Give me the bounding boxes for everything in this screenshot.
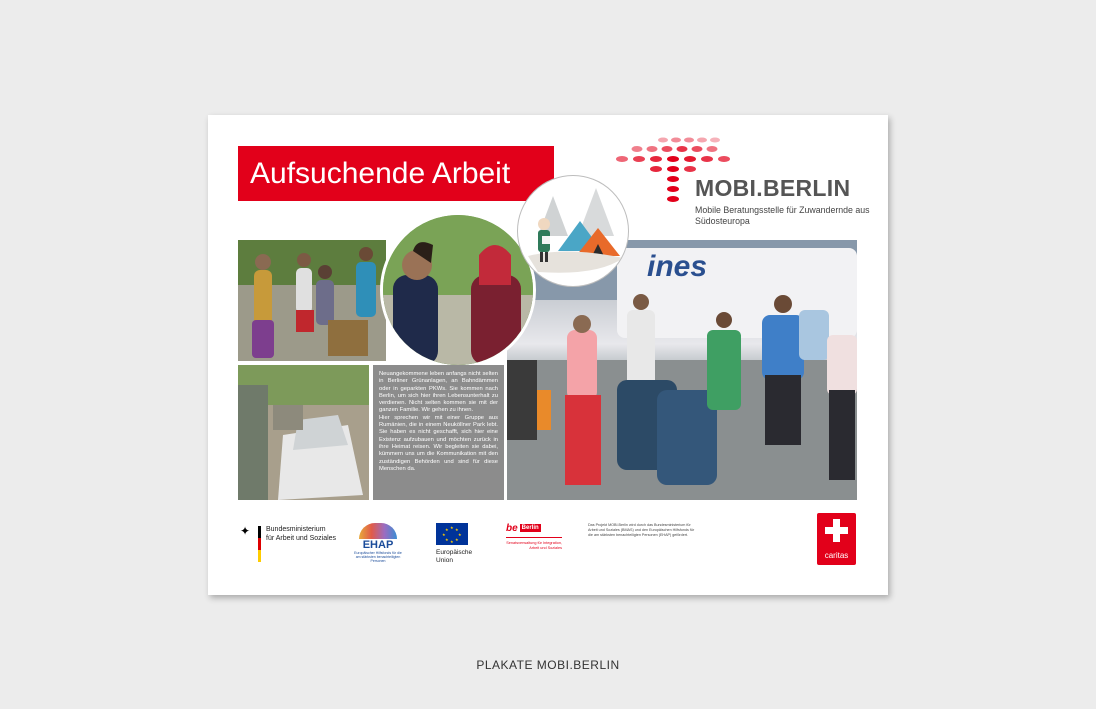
be-divider (506, 537, 562, 538)
cross-icon (825, 519, 848, 542)
be-subtext: Senatsverwaltung für Integration, Arbeit und Soziales (506, 541, 562, 550)
be-berlin-logo (506, 523, 562, 550)
eu-text: Europäische Union (436, 549, 473, 564)
poster (208, 115, 888, 595)
body-text-box (373, 365, 504, 500)
be-berlin-mark: be Berlin (506, 523, 539, 534)
ehap-arc-icon (359, 523, 397, 539)
funding-note: Das Projekt MOBI.Berlin wird durch das Bundesministerium für Arbeit und Soziales (BMAS) und den Europäischen Hilfsfonds für die am stärksten benachteiligten Personen (EHAP) gefördert. (588, 523, 695, 537)
eu-flag-icon: ★ ★ ★ ★ ★ ★ ★ ★ (436, 523, 468, 545)
eu-logo (436, 523, 472, 564)
ehap-subtext: Europäischer Hilfsfonds für die am stärksten benachteiligten Personen (354, 551, 402, 563)
photo-circle-conversation (380, 212, 536, 368)
photo-park-group (238, 240, 386, 361)
body-paragraph-1: Neuangekommene leben anfangs nicht selten in Berliner Grünanlagen, an Bahndämmen oder in geparkten PKWs. Sie kommen nach Berlin, um sich hier ihren Lebensunterhalt zu verdienen. Nicht selten kommen sie mit der ganzen Familie. Wir gehen zu ihnen. (379, 371, 498, 414)
illustration-camp-tent (517, 175, 629, 287)
caritas-logo (817, 513, 856, 565)
caritas-text: caritas (824, 551, 849, 560)
brand-tagline: Mobile Beratungsstelle für Zuwandernde aus Südosteuropa (695, 205, 870, 226)
bmas-text: Bundesministerium für Arbeit und Soziales (266, 526, 337, 542)
german-flag-icon (258, 526, 261, 562)
brand-name: MOBI.BERLIN (695, 175, 851, 201)
poster-title: Aufsuchende Arbeit (238, 146, 554, 201)
body-paragraph-2: Hier sprechen wir mit einer Gruppe aus Rumänien, die in einem Neuköllner Park lebt. Sie haben es nicht geschafft, sich hier eine Existenz aufzubauen und möchten zurück in ihre Heimat reisen. Wir begleiten sie dabei, kümmern uns um die Kommunikation mit den zuständigen Behörden und sind für diese Menschen da. (379, 414, 498, 472)
photo-park-camp (238, 365, 369, 500)
ehap-name: EHAP (362, 539, 394, 551)
page-caption: PLAKATE MOBI.BERLIN (476, 658, 620, 672)
bus-lettering: ines (647, 250, 708, 283)
eagle-icon: ✦ (240, 524, 251, 538)
ehap-logo (352, 523, 404, 563)
